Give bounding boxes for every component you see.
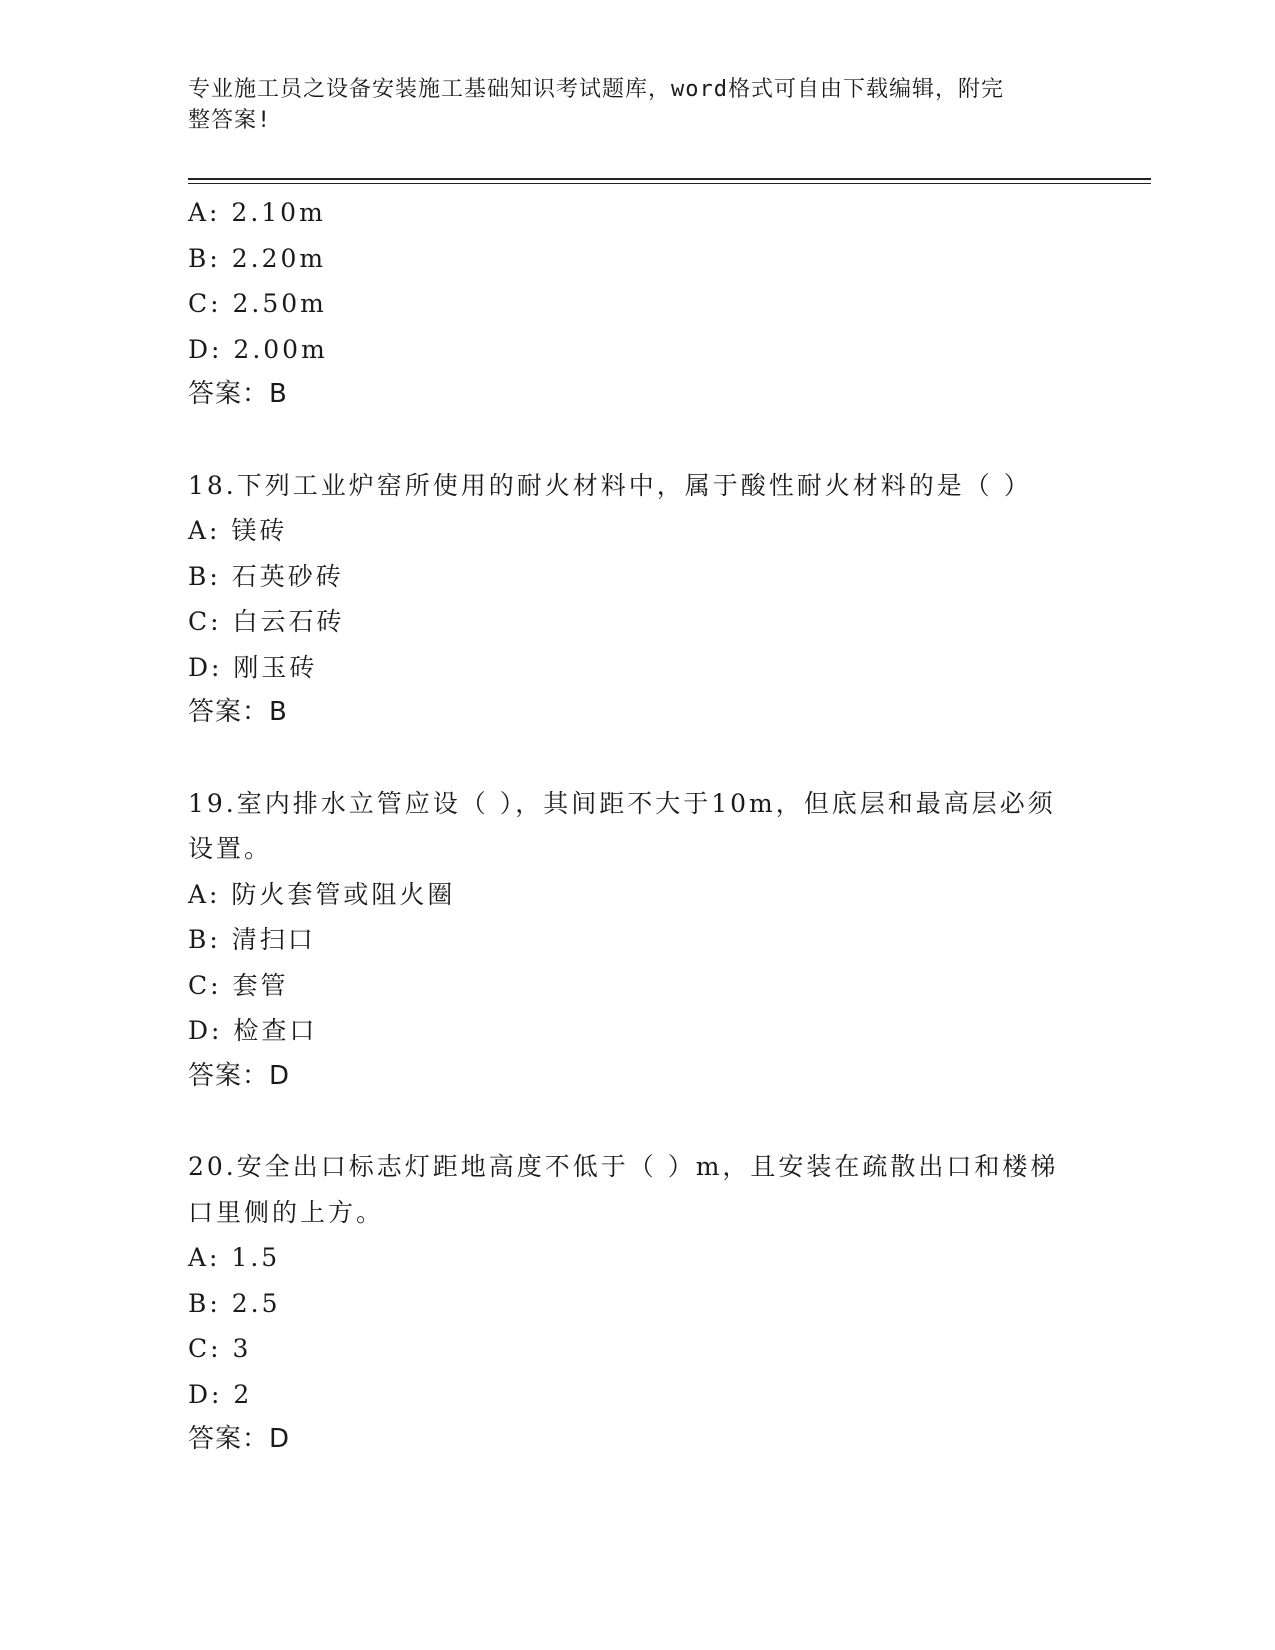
option-a: A: 防火套管或阻火圈 <box>188 879 456 909</box>
option-d: D: 2.00m <box>188 334 328 364</box>
option-c: C: 套管 <box>188 970 289 1000</box>
spacer <box>188 418 1088 463</box>
answer-line: 答案：B <box>188 379 288 409</box>
question-block-17 <box>188 190 1088 418</box>
question-list <box>188 190 1088 1463</box>
option-a: A: 2.10m <box>188 198 326 227</box>
answer-line: 答案：D <box>188 1060 291 1091</box>
option-b: B: 清扫口 <box>188 925 316 954</box>
answer-line: 答案：B <box>188 697 288 727</box>
header-divider-thin <box>188 183 1151 184</box>
question-text: 19.室内排水立管应设（ ），其间距不大于10m，但底层和最高层必须 <box>188 788 1056 818</box>
option-d: D: 刚玉砖 <box>188 652 318 682</box>
answer-line: 答案：D <box>188 1424 291 1454</box>
header-line-2: 整答案! <box>188 108 272 133</box>
spacer <box>188 1099 1088 1144</box>
question-text: 20.安全出口标志灯距地高度不低于（ ）m，且安装在疏散出口和楼梯 <box>188 1152 1059 1181</box>
question-block-20 <box>188 1144 1088 1463</box>
option-c: C: 3 <box>188 1334 252 1363</box>
question-text-continued: 设置。 <box>188 834 273 863</box>
question-block-18 <box>188 463 1088 736</box>
option-b: B: 石英砂砖 <box>188 561 344 591</box>
option-c: C: 2.50m <box>188 289 327 318</box>
question-text: 18.下列工业炉窑所使用的耐火材料中，属于酸性耐火材料的是（ ） <box>188 470 1032 500</box>
option-d: D: 2 <box>188 1379 253 1409</box>
option-a: A: 1.5 <box>188 1243 281 1272</box>
option-d: D: 检查口 <box>188 1016 318 1045</box>
option-c: C: 白云石砖 <box>188 607 345 636</box>
document-header <box>188 74 1068 136</box>
option-b: B: 2.5 <box>188 1288 281 1318</box>
question-text-continued: 口里侧的上方。 <box>188 1197 385 1227</box>
option-a: A: 镁砖 <box>188 516 288 545</box>
header-line-1: 专业施工员之设备安装施工基础知识考试题库，word格式可自由下载编辑，附完 <box>188 77 1004 102</box>
option-b: B: 2.20m <box>188 243 327 273</box>
question-block-19 <box>188 781 1088 1100</box>
spacer <box>188 736 1088 781</box>
header-divider-thick <box>188 178 1151 180</box>
